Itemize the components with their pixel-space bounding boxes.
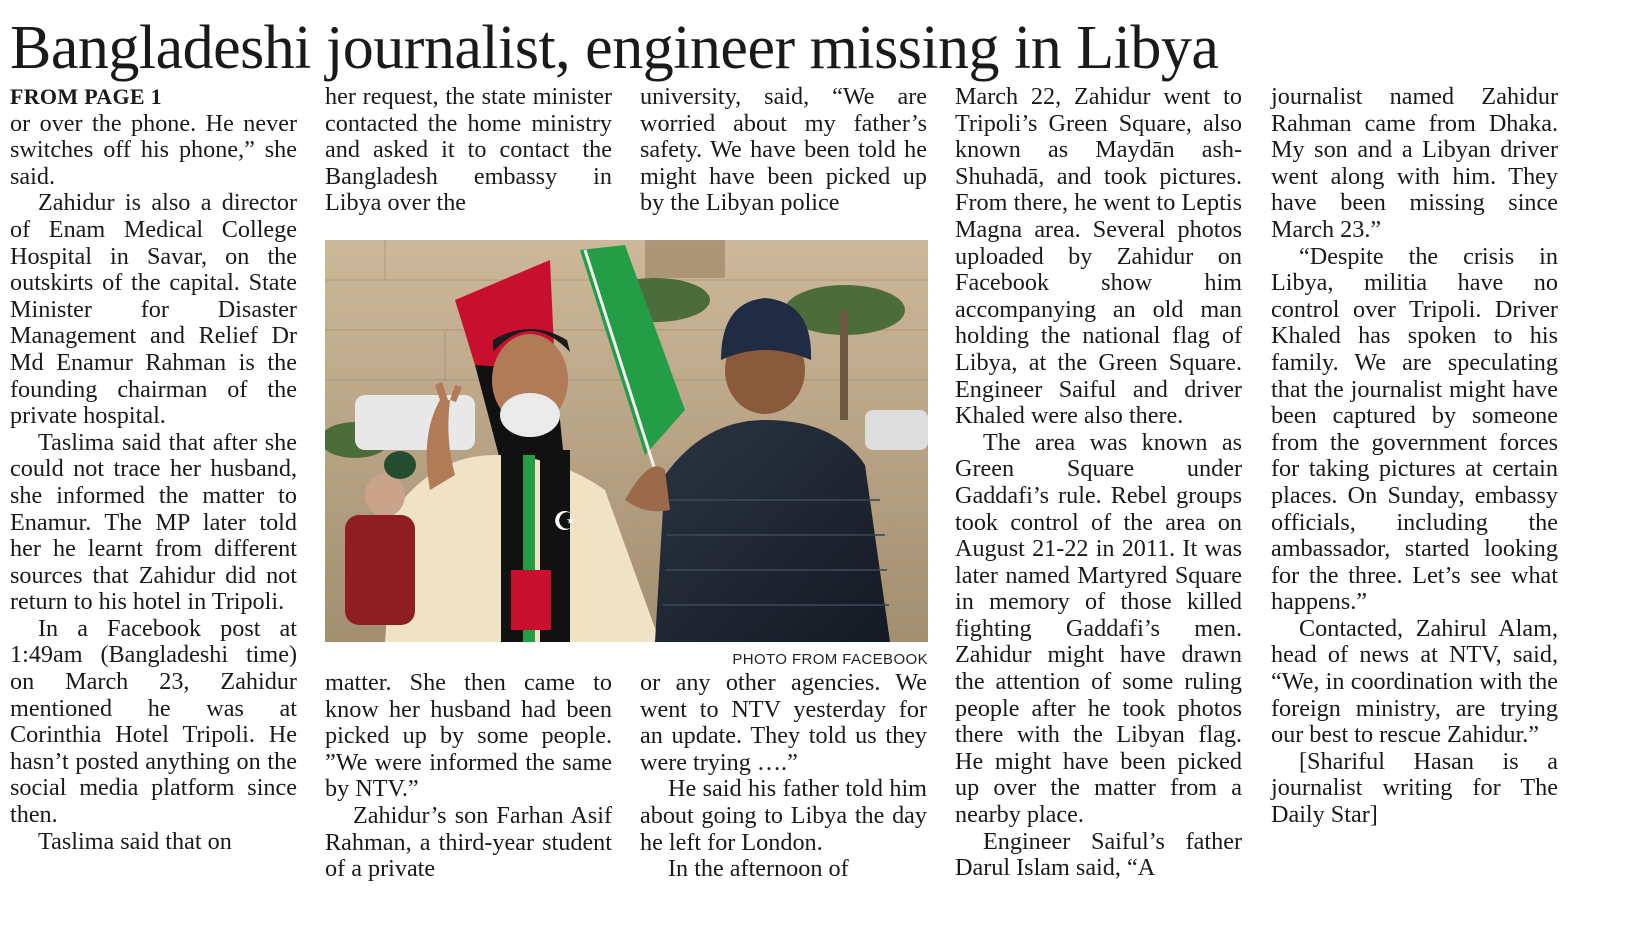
paragraph: her request, the state minister contacted the home ministry and asked it to contact the Bangladesh embassy in Libya over the: [325, 83, 612, 217]
article-column-2-bottom: [325, 670, 612, 883]
headline: Bangladeshi journalist, engineer missing in Libya: [10, 14, 1219, 82]
paragraph: In a Facebook post at 1:49am (Bangladeshi time) on March 23, Zahidur mentioned he was at Corinthia Hotel Tripoli. He hasn’t posted anything on the social media platform since then.: [10, 614, 297, 829]
paragraph: university, said, “We are worried about my father’s safety. We have been told he might have been picked up by the Libyan police: [640, 83, 927, 217]
paragraph: journalist named Zahidur Rahman came from Dhaka. My son and a Libyan driver went along with him. They have been missing since March 23.”: [1271, 83, 1558, 243]
paragraph: [Shariful Hasan is a journalist writing for The Daily Star]: [1271, 747, 1558, 829]
article-column-5: [1271, 84, 1558, 829]
paragraph: Zahidur’s son Farhan Asif Rahman, a third-year student of a private: [325, 801, 612, 883]
photo-credit: PHOTO FROM FACEBOOK: [732, 651, 928, 668]
paragraph: or over the phone. He never switches off his phone,” she said.: [10, 109, 297, 190]
paragraph: Engineer Saiful’s father Darul Islam said, “A: [955, 827, 1242, 882]
news-photo: [325, 240, 928, 642]
paragraph: matter. She then came to know her husband had been picked up by some people. ”We were informed the same by NTV.”: [325, 669, 612, 803]
paragraph: Contacted, Zahirul Alam, head of news at NTV, said, “We, in coordination with the foreign ministry, are trying our best to rescue Zahidur.”: [1271, 614, 1558, 749]
paragraph: Taslima said that on: [38, 827, 232, 855]
article-column-3-bottom: [640, 670, 927, 883]
paragraph: In the afternoon of: [668, 855, 849, 883]
paragraph: or any other agencies. We went to NTV yesterday for an update. They told us they were trying ….”: [640, 669, 927, 776]
paragraph: March 22, Zahidur went to Tripoli’s Green Square, also known as Maydān ash-Shuhadā, and took pictures. From there, he went to Leptis Magna area. Several photos uploaded by Zahidur on Facebook show him accompanying an old man holding the national flag of Libya, at the Green Square. Engineer Saiful and driver Khaled were also there.: [955, 83, 1242, 430]
paragraph: “Despite the crisis in Libya, militia have no control over Tripoli. Driver Khaled has spoken to his family. We are speculating that the journalist might have been captured by someone from the government forces for taking pictures at certain places. On Sunday, embassy officials, including the ambassador, started looking for the three. Let’s see what happens.”: [1271, 242, 1558, 616]
article-column-4: [955, 84, 1242, 882]
paragraph: Zahidur is also a director of Enam Medical College Hospital in Savar, on the outskirts of the capital. State Minister for Disaster Management and Relief Dr Md Enamur Rahman is the founding chairman of the private hospital.: [10, 189, 297, 430]
article-column-3-top: [640, 84, 927, 217]
article-column-2-top: [325, 84, 612, 217]
article-column-1: [10, 84, 297, 855]
paragraph: The area was known as Green Square under Gaddafi’s rule. Rebel groups took control of the area on August 21-22 in 2011. It was later named Martyred Square in memory of those killed fighting Gaddafi’s men. Zahidur might have drawn the attention of some ruling people after he took photos there with the Libyan flag. He might have been picked up over the matter from a nearby place.: [955, 428, 1242, 829]
paragraph: He said his father told him about going to Libya the day he left for London.: [640, 775, 927, 856]
svg-text:☪: ☪: [553, 507, 577, 537]
paragraph: Taslima said that after she could not trace her husband, she informed the matter to Enamur. The MP later told her he learnt from different sources that Zahidur did not return to his hotel in Tripoli.: [10, 428, 297, 616]
kicker-from-page-1: FROM PAGE 1: [10, 84, 162, 109]
photo-illustration: [325, 240, 928, 642]
